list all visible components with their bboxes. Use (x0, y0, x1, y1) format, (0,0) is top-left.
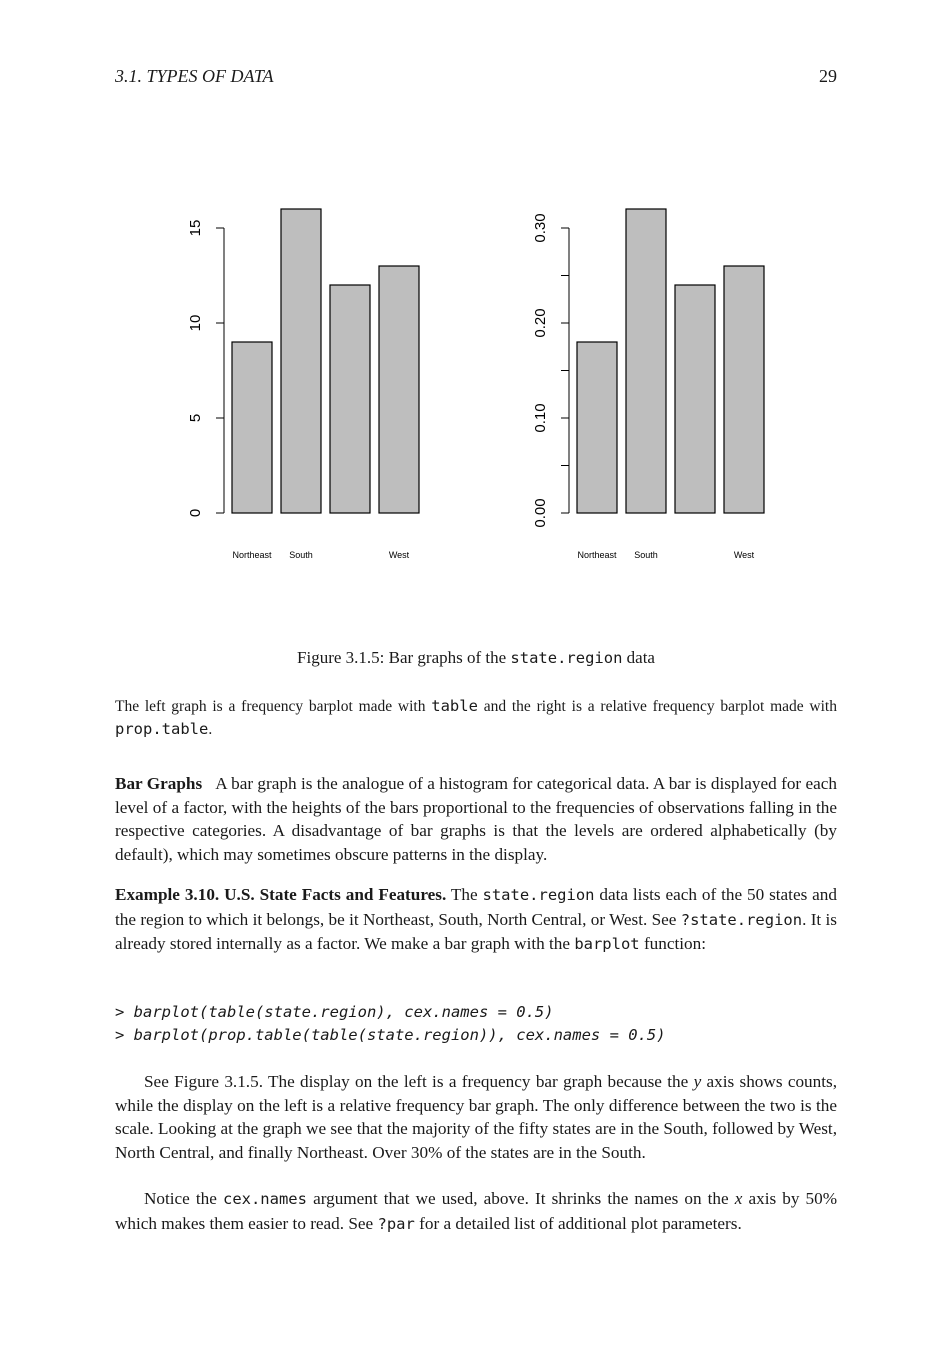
x-category-label: South (634, 550, 658, 560)
y-tick-label: 0.00 (532, 498, 549, 528)
figure-caption: Figure 3.1.5: Bar graphs of the state.region data (297, 648, 655, 667)
y-tick-label: 5 (187, 413, 204, 423)
running-header: 3.1. TYPES OF DATA (115, 66, 274, 86)
y-tick-label: 0.10 (532, 403, 549, 433)
y-tick-label: 0 (187, 508, 204, 518)
x-category-label: South (289, 550, 313, 560)
x-category-label: West (388, 550, 410, 560)
bar-south (281, 209, 321, 513)
y-tick-label: 0.30 (532, 213, 549, 243)
example-heading: Example 3.10. U.S. State Facts and Features. (115, 885, 447, 904)
bar-west (379, 266, 419, 513)
bar-northeast (232, 342, 272, 513)
x-category-label: Northeast (232, 550, 272, 560)
code-line-2: > barplot(prop.table(table(state.region)), cex.names = 0.5) (115, 1026, 666, 1044)
notice-paragraph: Notice the cex.names argument that we used, above. It shrinks the names on the x axis by 50% which makes them easier to read. See ?par for a detailed list of additional plot parameters. (115, 1189, 838, 1233)
y-tick-label: 15 (187, 219, 204, 237)
y-tick-label: 0.20 (532, 308, 549, 338)
bar-north-central (675, 285, 715, 513)
bar-graphs-heading: Bar Graphs (115, 774, 203, 793)
x-category-label: West (733, 550, 755, 560)
bar-west (724, 266, 764, 513)
x-category-label: Northeast (577, 550, 617, 560)
discussion-paragraph: See Figure 3.1.5. The display on the left is a frequency bar graph because the y axis shows counts, while the display on the left is a relative frequency bar graph. The only difference between the two is the scale. Looking at the graph we see that the majority of the fifty states are in the South, followed by West, North Central, and finally Northeast. Over 30% of the states are in the South. (115, 1072, 837, 1162)
figure-note: The left graph is a frequency barplot made with table and the right is a relative frequency barplot made with prop.table. (115, 697, 837, 738)
bar-northeast (577, 342, 617, 513)
y-tick-label: 10 (187, 314, 204, 332)
example-paragraph: Example 3.10. U.S. State Facts and Features. The state.region data lists each of the 50 states and the region to which it belongs, be it Northeast, South, North Central, or West. See ?state.region. It is already stored internally as a factor. We make a bar graph with the barplot function: (115, 885, 837, 953)
bar-north-central (330, 285, 370, 513)
bar-south (626, 209, 666, 513)
page-number: 29 (819, 66, 837, 86)
code-line-1: > barplot(table(state.region), cex.names = 0.5) (115, 1003, 554, 1021)
frequency-bar-chart (165, 180, 445, 580)
bar-graphs-paragraph: Bar Graphs A bar graph is the analogue of a histogram for categorical data. A bar is displayed for each level of a factor, with the heights of the bars proportional to the frequencies of observations falling in the respective categories. A disadvantage of bar graphs is that the levels are ordered alphabetically (by default), which may sometimes obscure patterns in the display. (115, 774, 838, 864)
relative-frequency-bar-chart (510, 180, 790, 580)
